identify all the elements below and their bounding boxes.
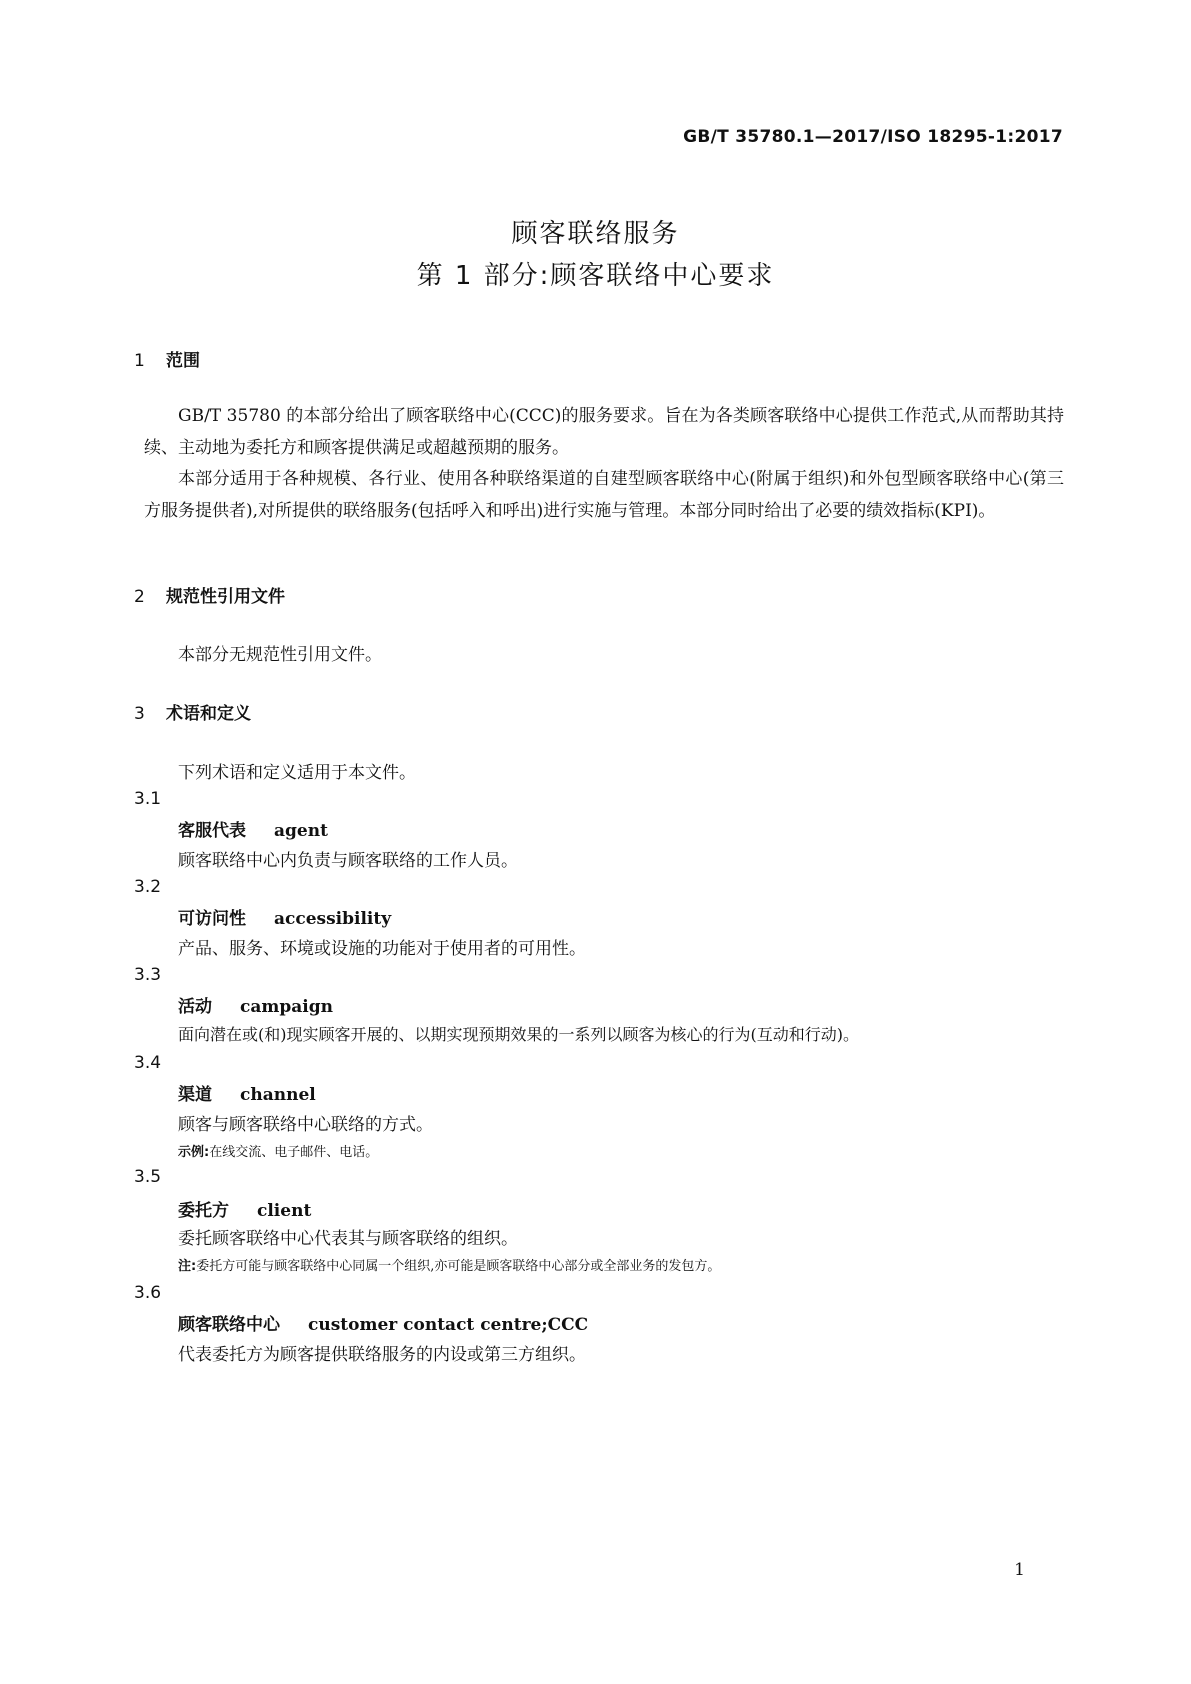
term-definition: 代表委托方为顾客提供联络服务的内设或第三方组织。 [178,1345,586,1365]
section-1-heading [134,346,200,371]
term-en: client [257,1201,312,1221]
term-definition: 产品、服务、环境或设施的功能对于使用者的可用性。 [178,939,586,959]
section-title: 范围 [166,351,200,371]
section-title: 规范性引用文件 [166,587,285,607]
section-3-intro: 下列术语和定义适用于本文件。 [178,763,416,783]
term-en: campaign [240,997,333,1017]
page-number: 1 [1014,1560,1025,1580]
term-heading [178,816,328,841]
document-title: 顾客联络服务 [511,219,680,249]
term-en: accessibility [274,909,392,929]
term-definition: 面向潜在或(和)现实顾客开展的、以期实现预期效果的一系列以顾客为核心的行为(互动和行动)。 [178,1025,859,1044]
term-heading [178,992,333,1017]
term-zh: 委托方 [178,1201,229,1221]
document-subtitle: 第 1 部分:顾客联络中心要求 [416,261,775,291]
term-definition: 顾客与顾客联络中心联络的方式。 [178,1115,433,1135]
section-number: 3 [134,704,145,724]
term-en: customer contact centre;CCC [308,1315,589,1335]
term-heading [178,1080,316,1105]
term-number: 3.6 [134,1283,162,1303]
term-heading [178,1196,311,1221]
term-zh: 客服代表 [178,821,246,841]
term-number: 3.3 [134,965,162,985]
term-number: 3.1 [134,789,162,809]
paragraph: 本部分适用于各种规模、各行业、使用各种联络渠道的自建型顾客联络中心(附属于组织)和外包型顾客联络中心(第三方服务提供者),对所提供的联络服务(包括呼入和呼出)进行实施与管理。本部分同时给出了必要的绩效指标(KPI)。 [144,469,1064,521]
term-zh: 活动 [178,997,212,1017]
term-number: 3.5 [134,1167,162,1187]
paragraph: GB/T 35780 的本部分给出了顾客联络中心(CCC)的服务要求。旨在为各类顾客联络中心提供工作范式,从而帮助其持续、主动地为委托方和顾客提供满足或超越预期的服务。 [144,406,1064,458]
term-heading [178,904,391,929]
term-en: channel [240,1085,316,1105]
section-title: 术语和定义 [166,704,251,724]
term-definition: 顾客联络中心内负责与顾客联络的工作人员。 [178,851,518,871]
section-3-heading [134,699,251,724]
section-2-text: 本部分无规范性引用文件。 [178,645,382,665]
section-2-heading [134,582,285,607]
term-zh: 可访问性 [178,909,246,929]
term-example [178,1141,378,1160]
note-label: 注: [178,1259,197,1274]
term-note [178,1255,720,1274]
section-number: 2 [134,587,145,607]
example-label: 示例: [178,1145,210,1160]
term-number: 3.4 [134,1053,162,1073]
term-en: agent [274,821,328,841]
term-number: 3.2 [134,877,162,897]
example-text: 在线交流、电子邮件、电话。 [209,1145,379,1160]
term-definition: 委托顾客联络中心代表其与顾客联络的组织。 [178,1229,518,1249]
term-zh: 顾客联络中心 [178,1315,280,1335]
term-heading [178,1310,588,1335]
standard-code: GB/T 35780.1—2017/ISO 18295-1:2017 [683,127,1063,147]
term-zh: 渠道 [178,1085,212,1105]
section-number: 1 [134,351,145,371]
section-1-body [144,401,1064,527]
note-text: 委托方可能与顾客联络中心同属一个组织,亦可能是顾客联络中心部分或全部业务的发包方。 [196,1259,721,1274]
